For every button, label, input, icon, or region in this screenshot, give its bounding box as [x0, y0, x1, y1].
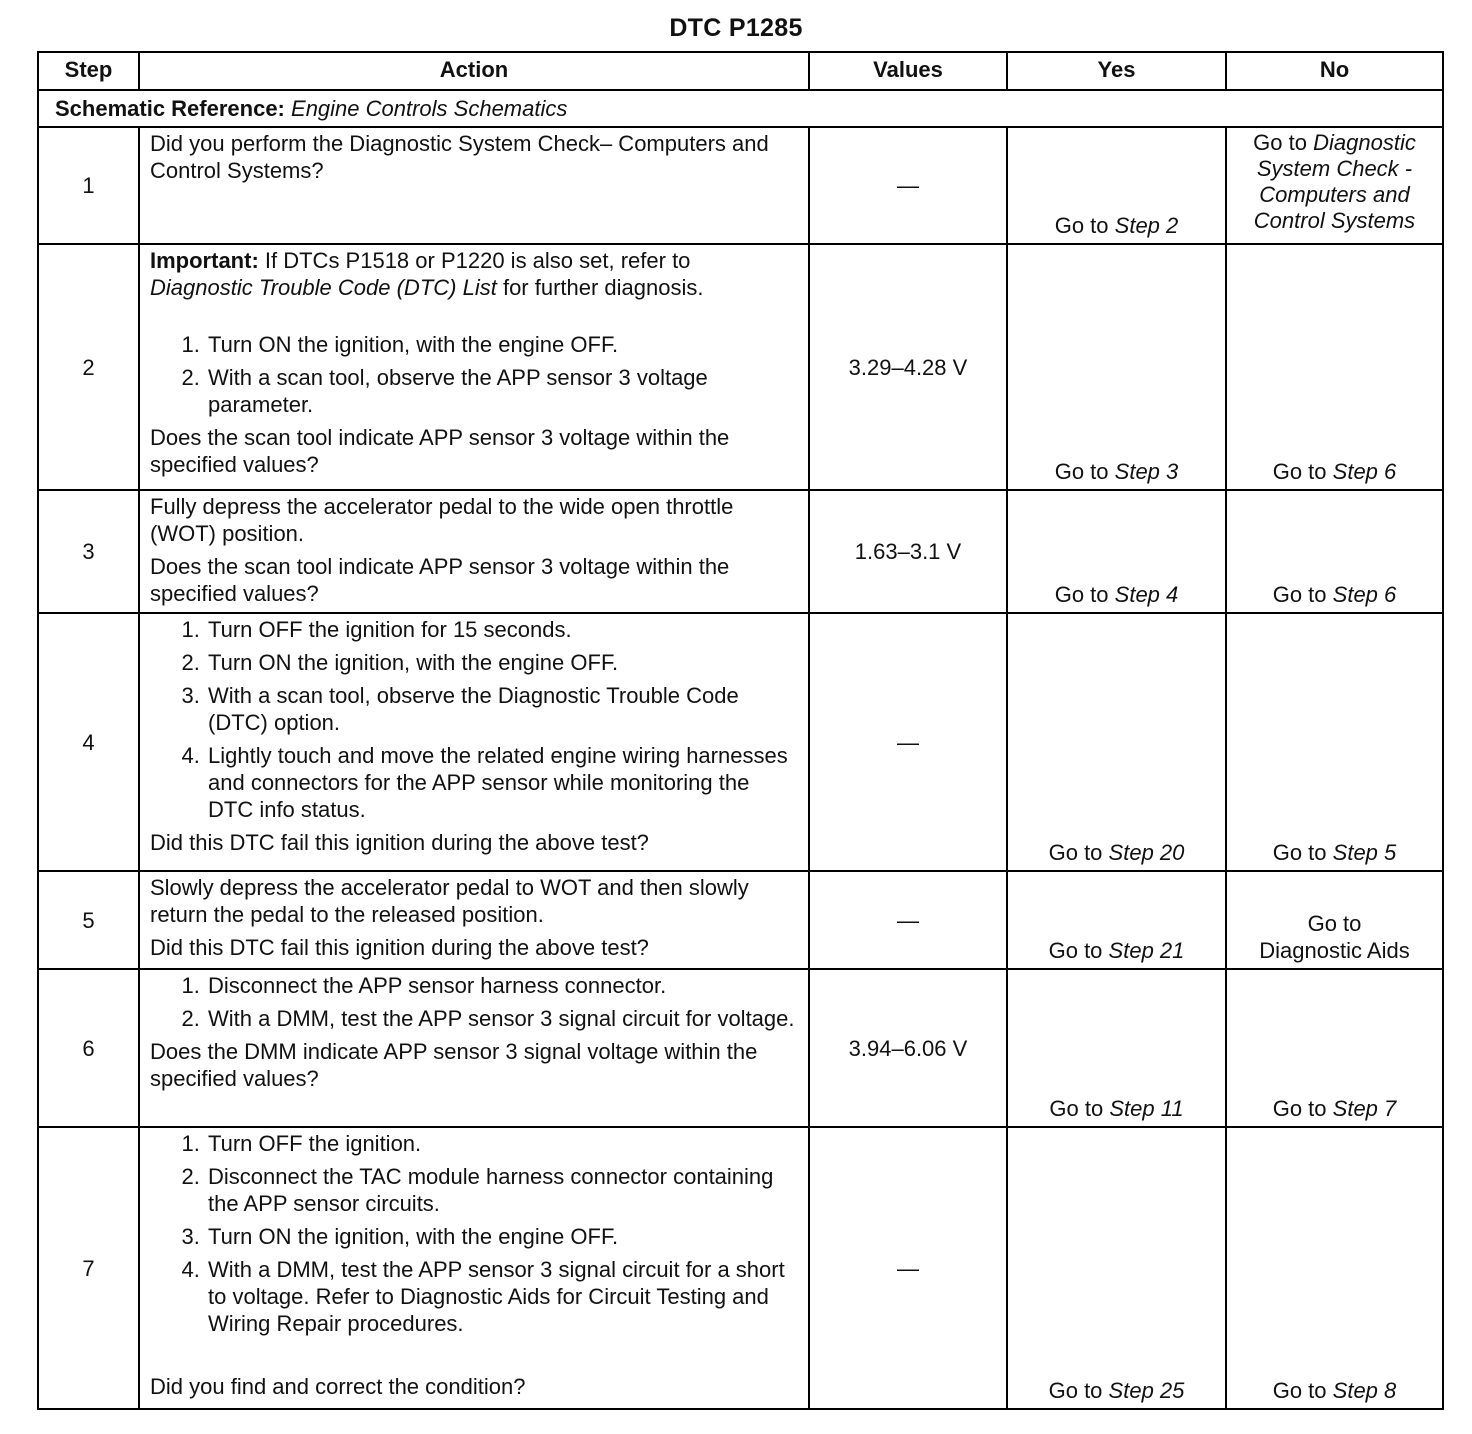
table-row	[38, 871, 1443, 969]
value-cell: —	[809, 613, 1007, 871]
goto-label: Go to	[1272, 840, 1327, 865]
yes-cell	[1007, 244, 1226, 490]
goto-label: Go to	[1054, 582, 1109, 607]
action-text: Did you perform the Diagnostic System Check– Computers and Control Systems?	[150, 131, 769, 183]
schematic-reference	[38, 90, 1443, 127]
step-number: 5	[38, 871, 139, 969]
yes-link[interactable]: Step 4	[1114, 582, 1179, 607]
value-cell: 3.94–6.06 V	[809, 969, 1007, 1127]
no-cell	[1226, 613, 1443, 871]
table-row	[38, 613, 1443, 871]
goto-label: Go to	[1307, 911, 1362, 936]
no-link[interactable]: Step 6	[1332, 459, 1397, 484]
yes-link[interactable]: Step 2	[1114, 213, 1179, 238]
action-text: Fully depress the accelerator pedal to the wide open throttle (WOT) position.	[150, 494, 734, 546]
step-list	[150, 331, 798, 418]
table-row	[38, 490, 1443, 613]
step-number: 1	[38, 127, 139, 244]
action-text: Slowly depress the accelerator pedal to WOT and then slowly return the pedal to the released position.	[150, 875, 749, 927]
action-question: Does the DMM indicate APP sensor 3 signal voltage within the specified values?	[150, 1039, 758, 1091]
header-yes: Yes	[1007, 52, 1226, 90]
header-step: Step	[38, 52, 139, 90]
list-item: 1. Turn OFF the ignition.	[206, 1130, 798, 1157]
goto-label: Go to	[1054, 213, 1109, 238]
table-row	[38, 127, 1443, 244]
dtc-list-link[interactable]: Diagnostic Trouble Code (DTC) List	[150, 275, 497, 300]
yes-link[interactable]: Step 3	[1114, 459, 1179, 484]
header-action: Action	[139, 52, 809, 90]
yes-link[interactable]: Step 21	[1108, 938, 1185, 963]
yes-link[interactable]: Step 25	[1108, 1378, 1185, 1403]
step-number: 2	[38, 244, 139, 490]
step-number: 6	[38, 969, 139, 1127]
yes-link[interactable]: Step 20	[1108, 840, 1185, 865]
action-cell	[139, 871, 809, 969]
action-question: Does the scan tool indicate APP sensor 3 voltage within the specified values?	[150, 425, 730, 477]
no-cell	[1226, 969, 1443, 1127]
no-link[interactable]: Step 7	[1332, 1096, 1397, 1121]
step-number: 3	[38, 490, 139, 613]
table-row	[38, 244, 1443, 490]
goto-label: Go to	[1048, 938, 1103, 963]
action-question: Does the scan tool indicate APP sensor 3 voltage within the specified values?	[150, 554, 730, 606]
goto-label: Go to	[1048, 840, 1103, 865]
diagnostic-table	[37, 51, 1444, 1410]
goto-label: Go to	[1272, 582, 1327, 607]
table-row	[38, 969, 1443, 1127]
no-link[interactable]: Step 5	[1332, 840, 1397, 865]
action-cell	[139, 613, 809, 871]
action-cell	[139, 244, 809, 490]
yes-cell	[1007, 127, 1226, 244]
important-text: If DTCs P1518 or P1220 is also set, refer to	[264, 248, 691, 273]
action-cell	[139, 127, 809, 244]
list-item: 2. With a DMM, test the APP sensor 3 signal circuit for voltage.	[206, 1005, 798, 1032]
value-cell: —	[809, 871, 1007, 969]
important-note	[150, 247, 798, 301]
no-cell	[1226, 244, 1443, 490]
header-row	[38, 52, 1443, 90]
step-number: 4	[38, 613, 139, 871]
goto-label: Go to	[1054, 459, 1109, 484]
value-cell: 3.29–4.28 V	[809, 244, 1007, 490]
list-item: 4. Lightly touch and move the related engine wiring harnesses and connectors for the APP sensor while monitoring the DTC info status.	[206, 742, 798, 823]
important-label: Important:	[150, 248, 259, 273]
table-row	[38, 1127, 1443, 1409]
no-link[interactable]: Diagnostic System Check - Computers and Control Systems	[1253, 130, 1416, 233]
important-text-end: for further diagnosis.	[502, 275, 704, 300]
list-item: 3. Turn ON the ignition, with the engine OFF.	[206, 1223, 798, 1250]
header-no: No	[1226, 52, 1443, 90]
no-cell	[1226, 127, 1443, 244]
schematic-label: Schematic Reference:	[55, 96, 285, 121]
step-list	[150, 972, 798, 1032]
yes-cell	[1007, 969, 1226, 1127]
value-cell: —	[809, 127, 1007, 244]
step-list	[150, 1130, 798, 1337]
list-item: 1. Disconnect the APP sensor harness connector.	[206, 972, 798, 999]
action-question: Did this DTC fail this ignition during the above test?	[150, 830, 649, 855]
action-cell	[139, 969, 809, 1127]
goto-label: Go to	[1253, 130, 1307, 155]
list-item: 2. With a scan tool, observe the APP sensor 3 voltage parameter.	[206, 364, 798, 418]
yes-cell	[1007, 490, 1226, 613]
schematic-row	[38, 90, 1443, 127]
step-number: 7	[38, 1127, 139, 1409]
no-cell	[1226, 871, 1443, 969]
no-link[interactable]: Diagnostic Aids	[1259, 938, 1410, 963]
yes-link[interactable]: Step 11	[1109, 1096, 1184, 1121]
goto-label: Go to	[1048, 1378, 1103, 1403]
list-item: 1. Turn OFF the ignition for 15 seconds.	[206, 616, 798, 643]
list-item: 2. Turn ON the ignition, with the engine OFF.	[206, 649, 798, 676]
action-question: Did you find and correct the condition?	[150, 1374, 526, 1399]
value-cell: —	[809, 1127, 1007, 1409]
goto-label: Go to	[1049, 1096, 1104, 1121]
value-cell: 1.63–3.1 V	[809, 490, 1007, 613]
goto-label: Go to	[1272, 459, 1327, 484]
action-question: Did this DTC fail this ignition during the above test?	[150, 935, 649, 960]
action-cell	[139, 490, 809, 613]
no-cell	[1226, 490, 1443, 613]
goto-label: Go to	[1272, 1096, 1327, 1121]
no-cell	[1226, 1127, 1443, 1409]
no-link[interactable]: Step 8	[1332, 1378, 1397, 1403]
page-title: DTC P1285	[669, 14, 803, 42]
header-values: Values	[809, 52, 1007, 90]
action-cell	[139, 1127, 809, 1409]
schematic-link[interactable]: Engine Controls Schematics	[291, 96, 568, 121]
no-link[interactable]: Step 6	[1332, 582, 1397, 607]
yes-cell	[1007, 613, 1226, 871]
yes-cell	[1007, 871, 1226, 969]
yes-cell	[1007, 1127, 1226, 1409]
list-item: 2. Disconnect the TAC module harness connector containing the APP sensor circuits.	[206, 1163, 798, 1217]
step-list	[150, 616, 798, 823]
list-item: 1. Turn ON the ignition, with the engine OFF.	[206, 331, 798, 358]
goto-label: Go to	[1272, 1378, 1327, 1403]
list-item: 4. With a DMM, test the APP sensor 3 signal circuit for a short to voltage. Refer to Diagnostic Aids for Circuit Testing and Wiring Repair procedures.	[206, 1256, 798, 1337]
list-item: 3. With a scan tool, observe the Diagnostic Trouble Code (DTC) option.	[206, 682, 798, 736]
